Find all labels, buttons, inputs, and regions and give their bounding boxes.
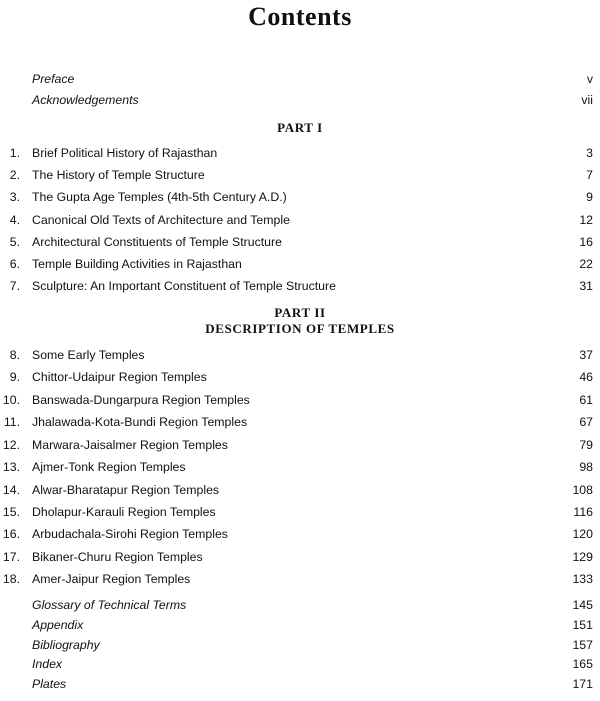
toc-entry-number: 1.	[9, 146, 20, 160]
toc-entry-page: 151	[572, 618, 593, 632]
toc-entry-number: 4.	[9, 213, 20, 227]
toc-entry-page: 133	[572, 572, 593, 586]
toc-entry-preface[interactable]	[0, 72, 600, 92]
toc-entry-title: Ajmer-Tonk Region Temples	[32, 460, 186, 474]
toc-entry[interactable]	[0, 146, 600, 166]
part2-subheading: DESCRIPTION OF TEMPLES	[205, 321, 395, 336]
toc-entry-number: 10.	[2, 393, 20, 407]
part2-heading: PART II	[274, 305, 326, 320]
toc-entry-title: Dholapur-Karauli Region Temples	[32, 505, 216, 519]
toc-entry-title: Marwara-Jaisalmer Region Temples	[32, 438, 228, 452]
toc-entry-title: Alwar-Bharatapur Region Temples	[32, 483, 220, 497]
toc-entry-glossary[interactable]	[0, 598, 600, 618]
toc-entry-title: Sculpture: An Important Constituent of Temple Structure	[32, 279, 336, 293]
toc-entry-title: The Gupta Age Temples (4th-5th Century A.D.)	[32, 190, 287, 204]
toc-entry-title: Bikaner-Churu Region Temples	[32, 550, 203, 564]
toc-entry-page: 3	[586, 146, 593, 160]
toc-entry-page: 37	[579, 348, 593, 362]
toc-entry[interactable]	[0, 393, 600, 413]
toc-entry-page: 120	[572, 527, 593, 541]
toc-entry[interactable]	[0, 213, 600, 233]
toc-entry[interactable]	[0, 438, 600, 458]
toc-entry-page: v	[586, 72, 593, 86]
toc-entry[interactable]	[0, 279, 600, 299]
toc-entry-title: Preface	[32, 72, 75, 86]
toc-entry-number: 18.	[2, 572, 20, 586]
toc-entry-number: 13.	[2, 460, 20, 474]
toc-entry-plates[interactable]	[0, 677, 600, 697]
toc-entry-page: 79	[579, 438, 593, 452]
toc-entry-title: Jhalawada-Kota-Bundi Region Temples	[32, 415, 248, 429]
toc-entry-index[interactable]	[0, 657, 600, 677]
toc-entry-page: 98	[579, 460, 593, 474]
toc-entry-number: 3.	[9, 190, 20, 204]
toc-entry-title: Chittor-Udaipur Region Temples	[32, 370, 207, 384]
toc-entry[interactable]	[0, 370, 600, 390]
toc-entry-page: 61	[579, 393, 593, 407]
toc-entry-title: Temple Building Activities in Rajasthan	[32, 257, 242, 271]
toc-entry-page: 116	[573, 505, 593, 519]
toc-entry-page: 129	[572, 550, 593, 564]
toc-entry-title: Canonical Old Texts of Architecture and Temple	[32, 213, 290, 227]
toc-entry[interactable]	[0, 415, 600, 435]
toc-entry[interactable]	[0, 168, 600, 188]
toc-entry-number: 9.	[9, 370, 20, 384]
toc-entry-title: Appendix	[32, 618, 84, 632]
toc-entry-number: 16.	[2, 527, 20, 541]
toc-entry[interactable]	[0, 190, 600, 210]
toc-entry-number: 11.	[3, 415, 20, 429]
toc-entry-page: 67	[579, 415, 593, 429]
toc-entry-title: Acknowledgements	[32, 93, 139, 107]
toc-entry-number: 17.	[2, 550, 20, 564]
toc-entry[interactable]	[0, 550, 600, 570]
toc-entry-number: 6.	[9, 257, 20, 271]
toc-entry-page: 145	[572, 598, 593, 612]
toc-entry-title: The History of Temple Structure	[32, 168, 205, 182]
toc-entry-page: 31	[579, 279, 593, 293]
toc-entry-number: 7.	[9, 279, 20, 293]
toc-entry-title: Some Early Temples	[32, 348, 145, 362]
toc-entry-title: Glossary of Technical Terms	[32, 598, 187, 612]
toc-entry-page: 171	[572, 677, 593, 691]
toc-entry[interactable]	[0, 257, 600, 277]
toc-entry-number: 2.	[9, 168, 20, 182]
toc-entry-page: 16	[579, 235, 593, 249]
page-title: Contents	[248, 2, 352, 31]
toc-entry-number: 14.	[2, 483, 20, 497]
toc-entry-title: Brief Political History of Rajasthan	[32, 146, 218, 160]
toc-entry-page: 9	[586, 190, 593, 204]
toc-entry-title: Index	[32, 657, 63, 671]
toc-entry-title: Amer-Jaipur Region Temples	[32, 572, 191, 586]
toc-entry-page: 12	[579, 213, 593, 227]
toc-entry-bibliography[interactable]	[0, 638, 600, 658]
toc-entry-page: 157	[572, 638, 593, 652]
toc-entry-page: vii	[581, 93, 593, 107]
toc-entry-page: 46	[579, 370, 593, 384]
toc-entry-number: 8.	[9, 348, 20, 362]
toc-entry-title: Plates	[32, 677, 67, 691]
toc-entry[interactable]	[0, 235, 600, 255]
toc-entry-page: 22	[579, 257, 593, 271]
toc-entry-number: 15.	[2, 505, 20, 519]
toc-entry-title: Banswada-Dungarpura Region Temples	[32, 393, 250, 407]
toc-entry-title: Architectural Constituents of Temple Structure	[32, 235, 282, 249]
toc-entry-number: 12.	[2, 438, 20, 452]
toc-entry[interactable]	[0, 483, 600, 503]
toc-entry[interactable]	[0, 505, 600, 525]
toc-entry-page: 165	[572, 657, 593, 671]
toc-entry[interactable]	[0, 460, 600, 480]
toc-entry-page: 7	[586, 168, 593, 182]
toc-entry[interactable]	[0, 572, 600, 592]
toc-entry-page: 108	[572, 483, 593, 497]
toc-entry-title: Arbudachala-Sirohi Region Temples	[32, 527, 228, 541]
toc-entry-acknowledgements[interactable]	[0, 93, 600, 113]
toc-entry-number: 5.	[9, 235, 20, 249]
part1-heading: PART I	[277, 120, 323, 135]
toc-entry-title: Bibliography	[32, 638, 100, 652]
toc-entry[interactable]	[0, 527, 600, 547]
toc-entry[interactable]	[0, 348, 600, 368]
toc-entry-appendix[interactable]	[0, 618, 600, 638]
